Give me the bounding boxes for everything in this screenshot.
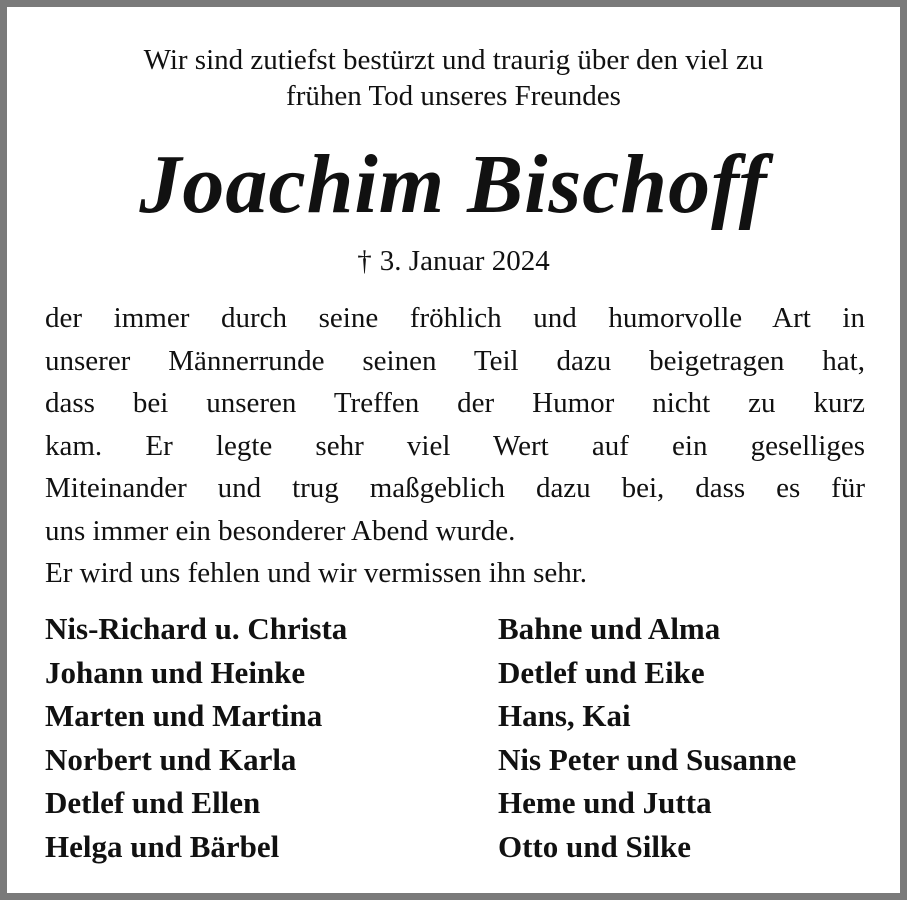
signer-name: Detlef und Ellen (45, 785, 261, 820)
intro-line-1: Wir sind zutiefst bestürzt und traurig über den viel zu (143, 44, 764, 76)
cross-icon: † (357, 245, 372, 277)
signers-left-column (45, 607, 347, 868)
signer-name: Heme und Jutta (498, 785, 712, 820)
signer-name: Marten und Martina (45, 698, 323, 733)
tribute-line: kam. Er legte sehr viel Wert auf ein geselliges (45, 429, 865, 462)
tribute-line: der immer durch seine fröhlich und humorvolle Art in (45, 302, 865, 334)
deceased-name: Joachim Bischoff (139, 138, 768, 231)
death-date: 3. Januar 2024 (379, 245, 550, 277)
tribute-line: unserer Männerrunde seinen Teil dazu beigetragen hat, (45, 344, 865, 377)
death-date-line (7, 243, 900, 279)
tribute-line: Miteinander und trug maßgeblich dazu bei, dass es für (45, 472, 865, 504)
signers-right-column (498, 607, 796, 868)
tribute-text (45, 297, 865, 595)
tribute-line: dass bei unseren Treffen der Humor nicht zu kurz (45, 387, 865, 419)
signer-name: Hans, Kai (498, 698, 631, 733)
tribute-line: Er wird uns fehlen und wir vermissen ihn sehr. (45, 557, 588, 589)
intro-line-2: frühen Tod unseres Freundes (286, 80, 621, 112)
signer-name: Nis-Richard u. Christa (45, 611, 348, 646)
intro-text (7, 42, 900, 114)
signer-name: Norbert und Karla (45, 741, 297, 777)
signer-name: Detlef und Eike (498, 654, 705, 690)
signer-name: Nis Peter und Susanne (498, 741, 797, 777)
signer-name: Bahne und Alma (498, 611, 721, 646)
signer-name: Johann und Heinke (45, 654, 306, 690)
tribute-line: uns immer ein besonderer Abend wurde. (45, 514, 516, 547)
signer-name: Helga und Bärbel (45, 828, 280, 864)
signer-name: Otto und Silke (498, 828, 691, 864)
